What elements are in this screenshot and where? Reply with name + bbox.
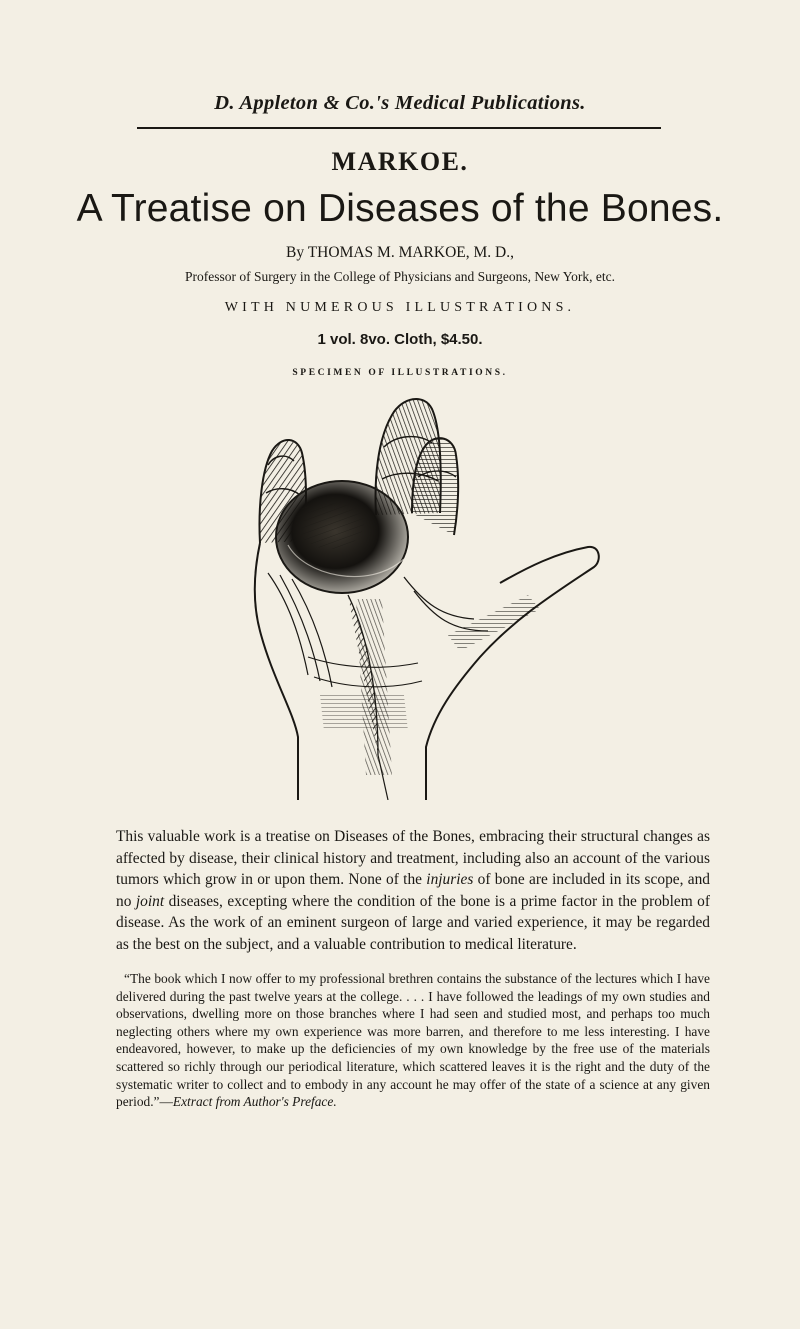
author-heading: MARKOE. xyxy=(331,147,469,176)
preface-quote-text: “The book which I now offer to my professional brethren contains the substance of the lectures which I have delivered during the past twelve years at the college. . . . I have followed the leadings of my own studies and observations, dwelling more on those branches where I had seen and studied most, and perhaps too much neglecting others where my own experience was more barren, and therefore to me less interesting. I have endeavored, however, to make up the deficiencies of my own knowledge by the free use of the materials scattered so richly through our periodical literature, which scattered leaves it is the right and the duty of the systematic writer to collect and to embody in any account he may offer of the state of a science at any given period.”— xyxy=(116,971,710,1110)
illustrations-note: WITH NUMEROUS ILLUSTRATIONS. xyxy=(224,300,576,315)
running-head: D. Appleton & Co.'s Medical Publications. xyxy=(214,92,586,114)
price-line: 1 vol. 8vo. Cloth, $4.50. xyxy=(317,331,483,348)
description-italic-joint: joint xyxy=(135,892,165,910)
author-affiliation: Professor of Surgery in the College of Physicians and Surgeons, New York, etc. xyxy=(185,269,615,284)
preface-quote-source: Extract from Author's Preface. xyxy=(172,1094,337,1110)
preface-quote xyxy=(116,970,710,1111)
byline: By THOMAS M. MARKOE, M. D., xyxy=(286,244,514,261)
specimen-caption: SPECIMEN OF ILLUSTRATIONS. xyxy=(292,368,508,378)
description-italic-injuries: injuries xyxy=(426,871,474,889)
description-paragraph xyxy=(116,826,710,956)
description-text-3: diseases, excepting where the condition of the bone is a prime factor in the problem of disease. As the work of an eminent surgeon of large and varied experience, it may be regarded as the best on the subject, and a valuable contribution to medical literature. xyxy=(116,892,710,953)
description-text-2: of bone are included in its scope, and no xyxy=(116,871,710,910)
description-text-1: This valuable work is a treatise on Diseases of the Bones, embracing their structural changes as affected by disease, their clinical history and treatment, including also an account of the various tumors which grow in or upon them. None of the xyxy=(116,828,710,889)
hand-bone-illustration xyxy=(228,395,608,800)
header-rule xyxy=(137,127,661,129)
book-title: A Treatise on Diseases of the Bones. xyxy=(76,187,724,230)
